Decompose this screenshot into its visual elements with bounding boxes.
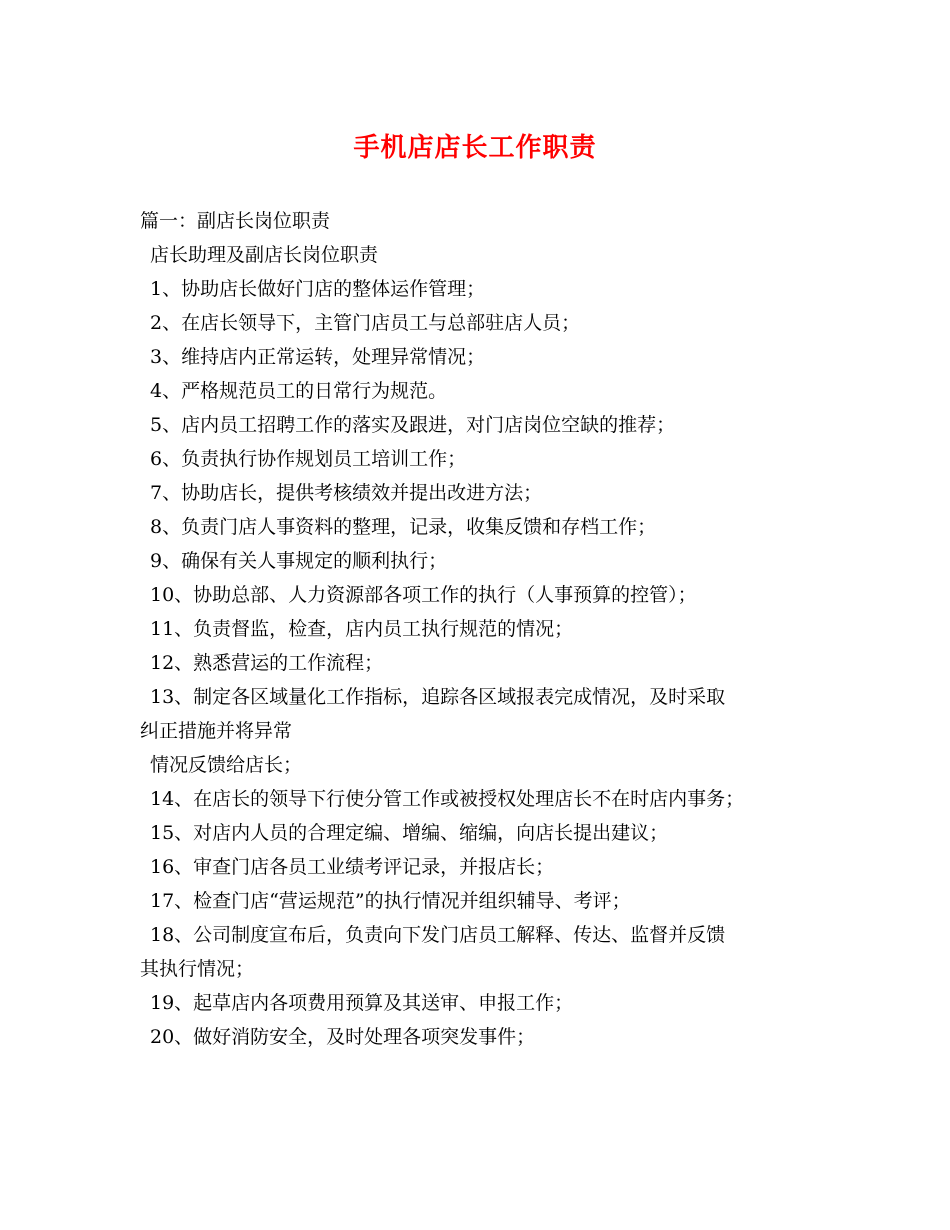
text-line: 7、协助店长，提供考核绩效并提出改进方法；: [150, 482, 543, 504]
text-line: 4、严格规范员工的日常行为规范。: [150, 380, 448, 402]
text-line: 16、审查门店各员工业绩考评记录，并报店长；: [150, 856, 555, 878]
text-line: 18、公司制度宣布后，负责向下发门店员工解释、传达、监督并反馈: [150, 924, 726, 946]
text-line: 10、协助总部、人力资源部各项工作的执行（人事预算的控管）；: [150, 584, 697, 606]
text-line: 纠正措施并将异常: [140, 720, 293, 742]
text-line: 8、负责门店人事资料的整理，记录，收集反馈和存档工作；: [150, 516, 657, 538]
text-line: 3、维持店内正常运转，处理异常情况；: [150, 346, 486, 368]
text-line: 5、店内员工招聘工作的落实及跟进，对门店岗位空缺的推荐；: [150, 414, 676, 436]
document-title: 手机店店长工作职责: [353, 133, 597, 163]
text-line: 12、熟悉营运的工作流程；: [150, 652, 384, 674]
text-line: 店长助理及副店长岗位职责: [150, 244, 379, 266]
text-line: 19、起草店内各项费用预算及其送审、申报工作；: [150, 992, 574, 1014]
text-line: 15、对店内人员的合理定编、增编、缩编，向店长提出建议；: [150, 822, 669, 844]
text-line: 篇一：副店长岗位职责: [140, 210, 331, 232]
text-line: 13、制定各区域量化工作指标，追踪各区域报表完成情况，及时采取: [150, 686, 726, 708]
text-line: 6、负责执行协作规划员工培训工作；: [150, 448, 467, 470]
text-line: 1、协助店长做好门店的整体运作管理；: [150, 278, 486, 300]
text-line: 11、负责督监，检查，店内员工执行规范的情况；: [150, 618, 574, 640]
text-line: 20、做好消防安全，及时处理各项突发事件；: [150, 1026, 536, 1048]
text-line: 9、确保有关人事规定的顺利执行；: [150, 550, 448, 572]
document-body: [140, 204, 820, 1054]
text-line: 14、在店长的领导下行使分管工作或被授权处理店长不在时店内事务；: [150, 788, 745, 810]
text-line: 2、在店长领导下，主管门店员工与总部驻店人员；: [150, 312, 581, 334]
text-line: 情况反馈给店长；: [150, 754, 303, 776]
text-line: 17、检查门店“营运规范”的执行情况并组织辅导、考评；: [150, 890, 631, 912]
text-line: 其执行情况；: [140, 958, 255, 980]
